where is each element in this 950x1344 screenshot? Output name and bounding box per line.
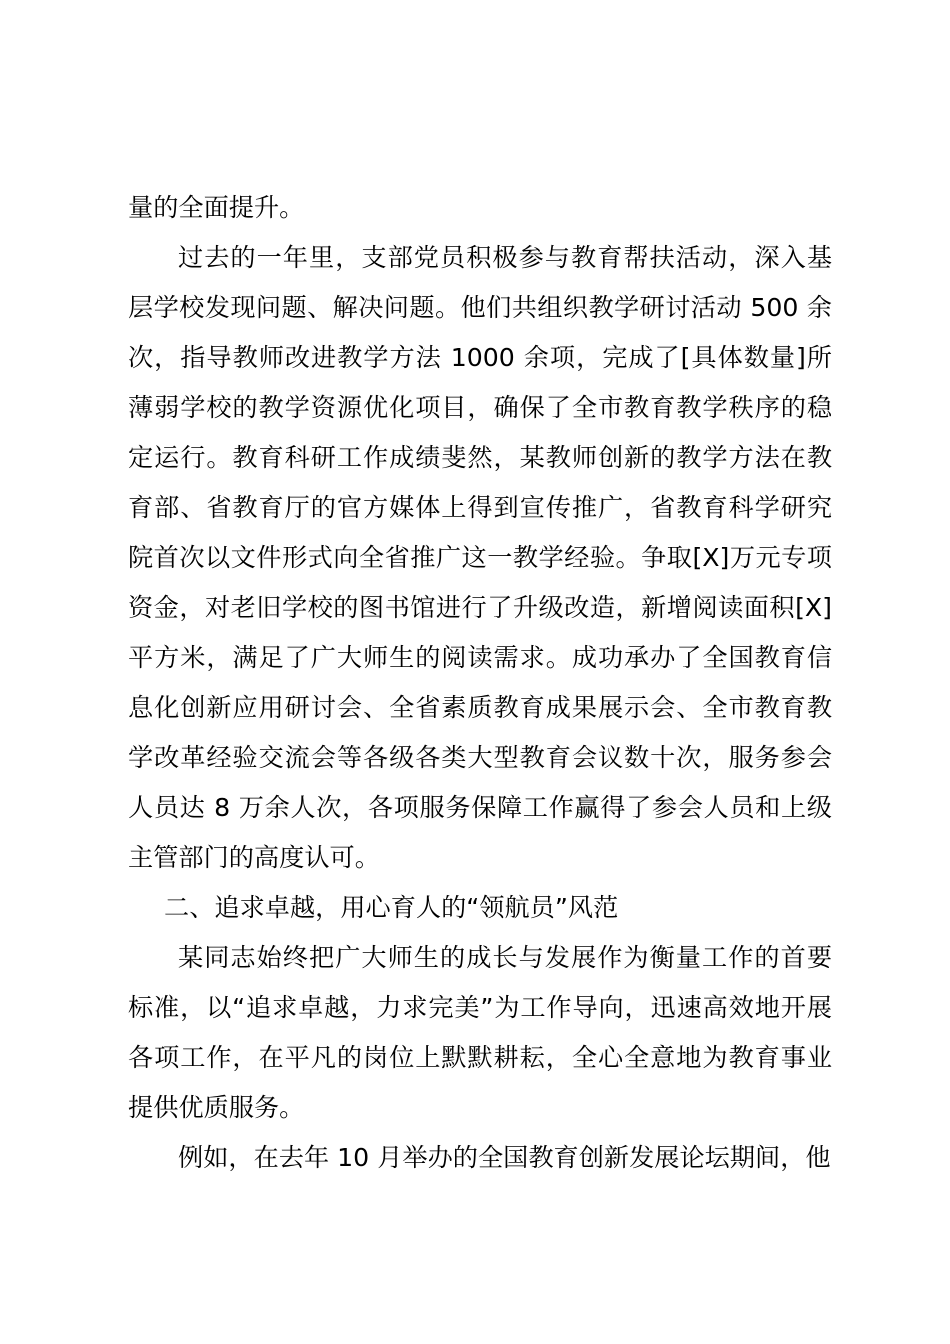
paragraph-example: 例如，在去年 10 月举办的全国教育创新发展论坛期间，他 — [178, 1143, 831, 1172]
section-heading: 二、追求卓越，用心育人的“领航员”风范 — [164, 893, 619, 922]
paragraph-party-activities: 过去的一年里，支部党员积极参与教育帮扶活动，深入基层学校发现问题、解决问题。他们共组织教学研讨活动 500 余次，指导教师改进教学方法 1000 余项，完成了[具体数量]所薄弱学校的教学资源优化项目，确保了全市教育教学秩序的稳定运行。教育科研工作成绩斐然，某教师创新的教学方法在教育部、省教育厅的官方媒体上得到宣传推广，省教育科学研究院首次以文件形式向全省推广这一教学经验。争取[X]万元专项资金，对老旧学校的图书馆进行了升级改造，新增阅读面积[X]平方米，满足了广大师生的阅读需求。成功承办了全国教育信息化创新应用研讨会、全省素质教育成果展示会、全市教育教学改革经验交流会等各级各类大型教育会议数十次，服务参会人员达 8 万余人次，各项服务保障工作赢得了参会人员和上级主管部门的高度认可。 — [128, 243, 832, 872]
document-body — [128, 183, 832, 1183]
paragraph-excellence: 某同志始终把广大师生的成长与发展作为衡量工作的首要标准，以“追求卓越，力求完美”为工作导向，迅速高效地开展各项工作，在平凡的岗位上默默耕耘，全心全意地为教育事业提供优质服务。 — [128, 943, 832, 1122]
paragraph-continuation: 量的全面提升。 — [128, 193, 305, 222]
